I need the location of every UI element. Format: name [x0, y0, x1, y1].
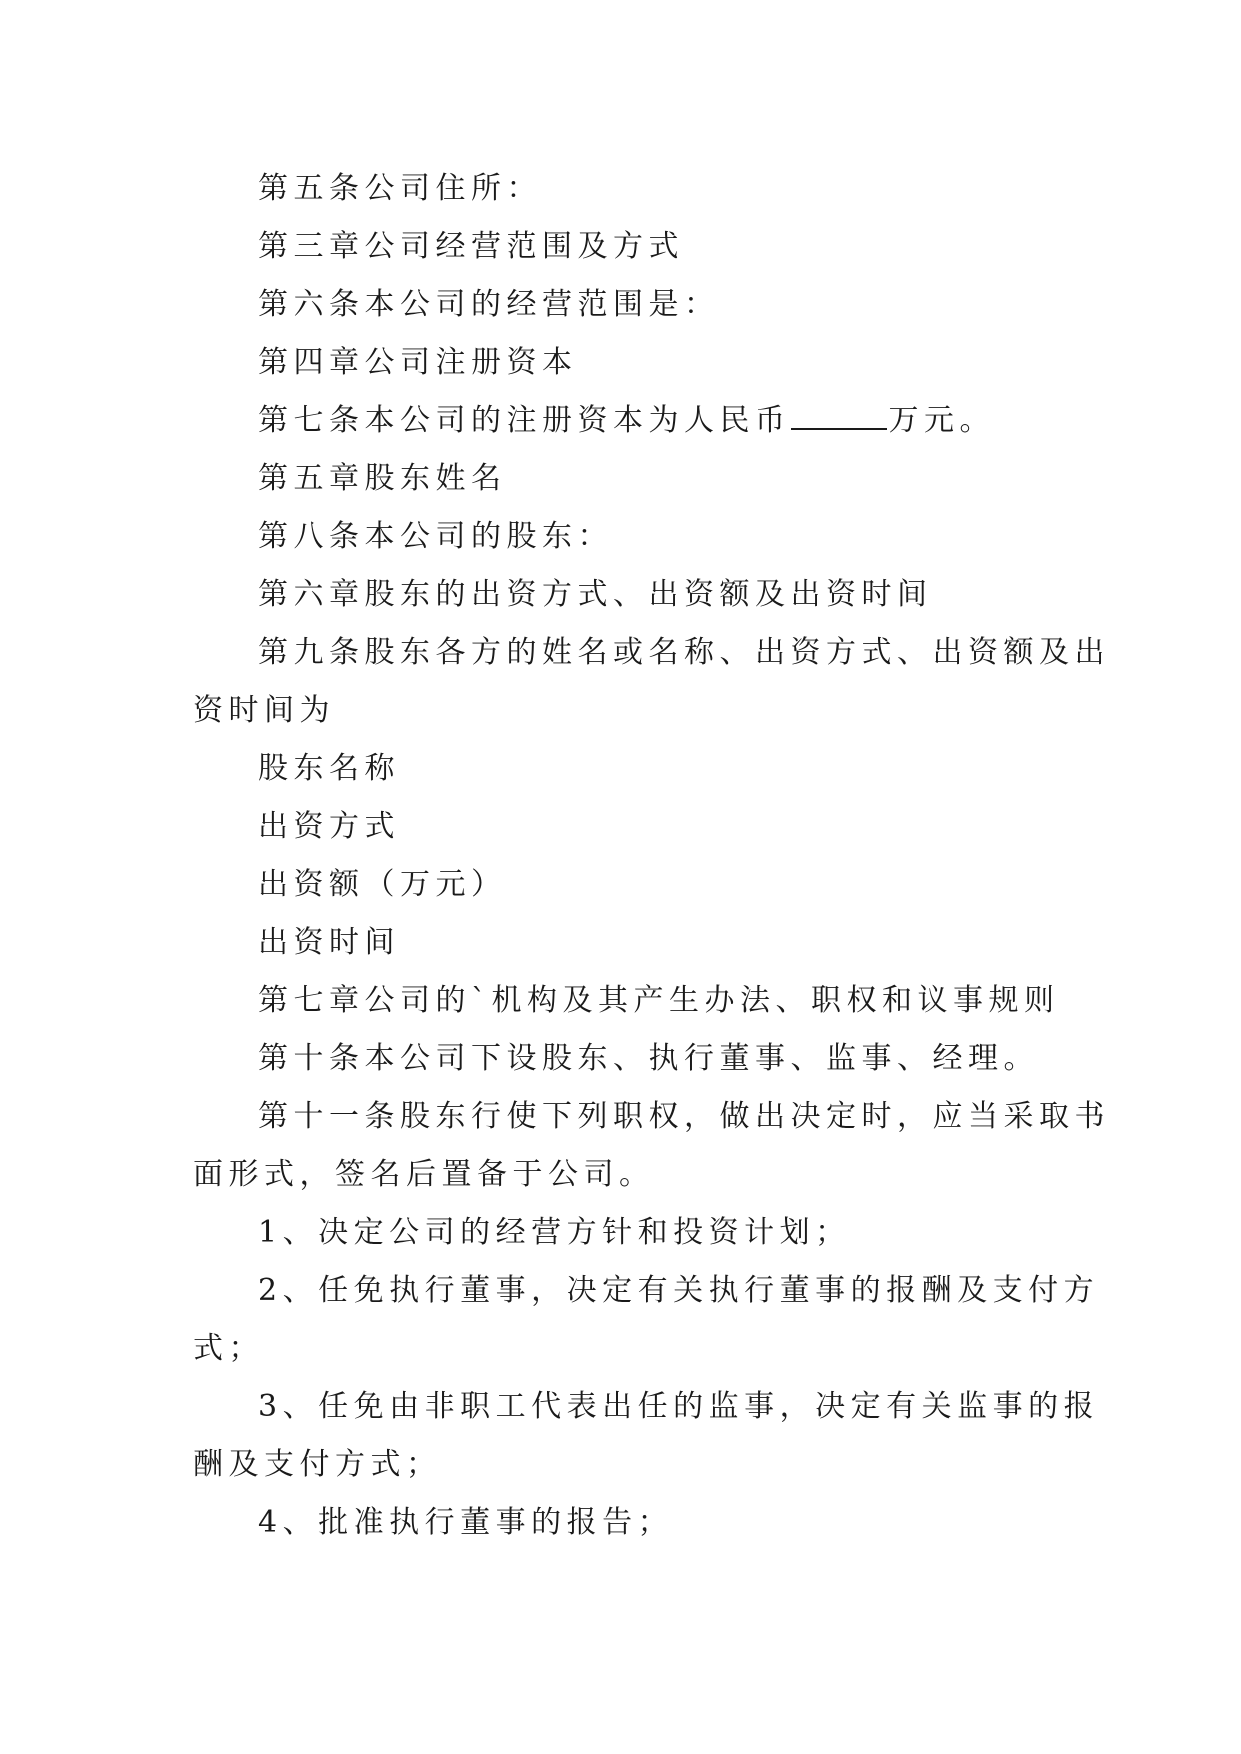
article-11-line-1: 第十一条股东行使下列职权，做出决定时，应当采取书: [258, 1099, 1110, 1134]
list-item-2-line-2: 式；: [193, 1331, 264, 1366]
article-8: 第八条本公司的股东：: [258, 519, 613, 554]
article-9-line-1: 第九条股东各方的姓名或名称、出资方式、出资额及出: [258, 635, 1110, 670]
article-5: 第五条公司住所：: [258, 171, 542, 206]
chapter-5-heading: 第五章股东姓名: [258, 461, 507, 496]
article-6: 第六条本公司的经营范围是：: [258, 287, 720, 322]
chapter-7-heading: 第七章公司的`机构及其产生办法、职权和议事规则: [258, 983, 1060, 1018]
article-11-line-2: 面形式，签名后置备于公司。: [193, 1157, 655, 1192]
article-10: 第十条本公司下设股东、执行董事、监事、经理。: [258, 1041, 1039, 1076]
chapter-4-heading: 第四章公司注册资本: [258, 345, 578, 380]
article-7-unit: 万元。: [888, 403, 995, 438]
list-item-4: 4、批准执行董事的报告；: [258, 1505, 674, 1540]
list-item-3-line-1: 3、任免由非职工代表出任的监事，决定有关监事的报: [258, 1389, 1100, 1424]
chapter-3-heading: 第三章公司经营范围及方式: [258, 229, 684, 264]
article-9-line-2: 资时间为: [193, 693, 335, 728]
list-item-2-line-1: 2、任免执行董事，决定有关执行董事的报酬及支付方: [258, 1273, 1100, 1308]
field-contribution-method: 出资方式: [258, 809, 400, 844]
document-body: [193, 160, 1110, 1552]
field-shareholder-name: 股东名称: [258, 751, 400, 786]
article-7-text: 第七条本公司的注册资本为人民币: [258, 403, 791, 438]
field-contribution-time: 出资时间: [258, 925, 400, 960]
chapter-6-heading: 第六章股东的出资方式、出资额及出资时间: [258, 577, 933, 612]
list-item-3-line-2: 酬及支付方式；: [193, 1447, 442, 1482]
article-7: [193, 392, 1053, 450]
fill-in-blank: [791, 402, 887, 430]
field-contribution-amount: 出资额（万元）: [258, 867, 507, 902]
list-item-1: 1、决定公司的经营方针和投资计划；: [258, 1215, 851, 1250]
